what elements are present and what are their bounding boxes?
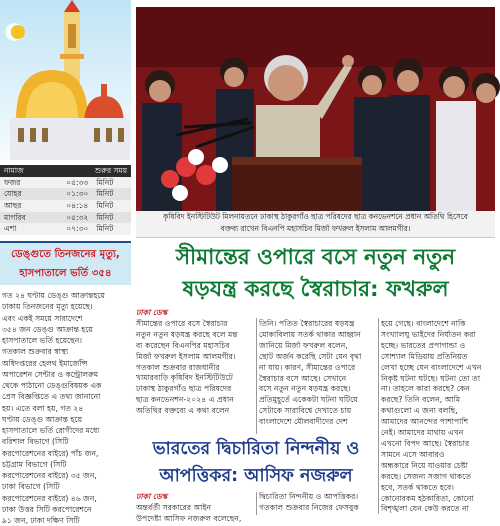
press-conference-photo: [136, 7, 495, 211]
text-line: করপোরেশনের বাইরে) ৩৫ জন,: [2, 471, 97, 480]
left-column: [0, 0, 131, 525]
table-row: [0, 223, 131, 235]
text-line: এখনো বিপদ আছে। স্বৈরাচার: [381, 438, 470, 448]
column-divider: [378, 318, 379, 514]
text-line: কথাগুলো এ জন্য বলছি,: [381, 406, 458, 416]
text-line: করপোরেশনের বাইরে) পাঁচ জন,: [2, 448, 99, 458]
text-line: নিকৃষ্ট ঘটনা ঘটছে। ঘটনা তো তা: [381, 373, 481, 383]
text-line: নতুন নতুন ষড়যন্ত্র করছে বলে মন্ত: [136, 329, 238, 339]
prayer-time: ০৪:১৪: [46, 200, 92, 212]
text-line: দ্বিচারিতা নিন্দনীয় ও আপত্তিকর।: [259, 492, 359, 501]
headline-line: হাসপাতালে ভর্তি ৩৫৪: [19, 268, 112, 279]
text-line: স্বৈরাচার বসে আছে। সেখানে: [259, 373, 347, 383]
text-line: মোকাবিলায় সতর্ক থাকার আহ্বান: [259, 329, 361, 339]
column-divider: [256, 492, 257, 515]
text-line: অপারেশন সেন্টার ও কন্ট্রোলরুম: [2, 369, 99, 379]
text-line: বিশৃঙ্খলা যেন কেউ করতে না: [381, 504, 469, 514]
text-line: ঢাকাস্থ ঠাকুরগাঁও ছাত্র পরিষদের: [136, 384, 232, 394]
text-line: প্রতিমুহূর্তে একেকটা ঘটনা ঘটিয়ে: [259, 395, 358, 405]
dateline: ঢাকা ডেস্ক: [136, 492, 168, 501]
text-line: হয়ে গেছে। বাংলাদেশে নাকি: [381, 319, 466, 328]
text-line: গত ২৪ ঘণ্টায় ডেঙ্গু আক্রান্তহয়ে: [2, 291, 105, 300]
lead-column-2: [259, 319, 376, 434]
text-line: কোনোরকম হঠকারিতা, কোনো: [381, 493, 474, 503]
prayer-unit: মিনিট: [92, 177, 131, 189]
headline-line: ডেঙ্গুতে তিনজনের মৃত্যু,: [11, 249, 120, 260]
prayer-unit: মিনিট: [92, 212, 131, 224]
text-line: হাসপাতালে ভর্তি হয়েছেন।: [2, 336, 82, 345]
prayer-time: ০৭:৩০: [46, 223, 92, 235]
prayer-name: ফজর: [0, 177, 46, 189]
text-line: নেই। আমাদের মাথায় এখন: [381, 428, 464, 438]
text-line: করছে? তিনি বলেন, আমি: [381, 395, 461, 405]
headline-line: ষড়যন্ত্র করছে স্বৈরাচার: ফখরুল: [182, 277, 449, 302]
text-line: ঘণ্টায় ডেঙ্গু আক্রান্ত হয়ে: [2, 414, 83, 424]
text-line: অন্তর্বর্তী সরকারের আইন: [136, 502, 212, 512]
table-row: [0, 177, 131, 189]
text-line: না যায়। কারণ, সীমান্তের ওপারে: [259, 362, 356, 372]
prayer-time: ০৫:৩২: [46, 212, 92, 224]
column-divider: [256, 318, 257, 434]
caption-line: কৃষিবিদ ইনস্টিটিউট মিলনায়তনে ঢাকাস্থ ঠাকুরগাঁও ছাত্র পরিষদের ছাত্র কনভেনশনে প্রধান অতিথি হিসেবে: [163, 212, 468, 221]
text-line: ৩৫৪ জন ডেঙ্গু আক্রান্ত হয়ে: [2, 324, 93, 334]
headline-line: আপত্তিকর: আসিফ নজরুল: [159, 466, 353, 486]
table-header: [0, 165, 131, 177]
text-line: লেখা হচ্ছে যেন বাংলাদেশে এখন: [381, 362, 482, 372]
text-line: হাসপাতালে ভর্তি রোগীদের মধ্যে: [2, 426, 100, 435]
text-line: ছাত্র কনভেনশন-২০২৪ এ প্রধান: [136, 395, 234, 405]
text-line: অতিথির বক্তব্যে এ কথা বলেন: [136, 406, 230, 416]
text-line: বাংলাদেশে মৌলবাদীদের দেশ: [259, 417, 348, 427]
text-line: এবং একই সময়ে সারাদেশে: [2, 313, 83, 323]
text-line: ঢাকা বিভাগে (সিটি: [2, 482, 60, 492]
lead-headline[interactable]: [136, 242, 495, 306]
text-line: সামনে এসে আবারও: [381, 449, 445, 459]
text-line: সীমান্তের ওপারে বসে স্বৈরাচার: [136, 318, 228, 328]
text-line: গতকাল শুক্রবার নিজের ফেসবুক: [259, 502, 359, 512]
mosque-icon: [0, 0, 131, 160]
second-headline[interactable]: [136, 436, 376, 490]
text-line: ঢাকা উত্তর সিটি করপোরেশনে: [2, 504, 92, 514]
text-line: গতকাল শুক্রবার রাজধানীর: [136, 362, 220, 372]
table-row: [0, 188, 131, 200]
text-line: সোশ্যাল মিডিয়ায় প্রতিনিয়ত: [381, 351, 468, 361]
text-line: মির্জা ফখরুল ইসলাম আলমগীর।: [136, 351, 236, 361]
table-row: [0, 212, 131, 224]
text-line: হবে, সতর্ক থাকতে হবে।: [381, 482, 455, 492]
text-line: করছে। সেজন্য সজাগ থাকতে: [381, 471, 471, 481]
caption-line: বক্তব্য রাখেন বিএনপি মহাসচিব মির্জা ফখরুল ইসলাম আলমগীর।: [220, 224, 411, 233]
dateline: ঢাকা ডেস্ক: [136, 308, 168, 317]
text-line: বসে নতুন নতুন ষড়যন্ত্র করছে।: [259, 384, 351, 394]
text-line: হয়। এতে বলা হয়, গত ২৪: [2, 403, 84, 413]
second-column-2: [259, 492, 376, 515]
text-line: অন্ধকারে নিয়ে যাওয়ার চেষ্টা: [381, 460, 468, 470]
prayer-times-table: [0, 165, 131, 235]
lead-column-3: [381, 319, 495, 515]
prayer-unit: মিনিট: [92, 223, 131, 235]
text-line: সেটাকে সারাবিশ্বে দেখাতে চায়: [259, 406, 352, 416]
text-line: তিনি। পতিত স্বৈরাচারের ষড়যন্ত্র: [259, 319, 355, 328]
second-column-1: [136, 492, 254, 523]
text-line: উপদেষ্টা আসিফ নজরুল বলেছেন,: [136, 513, 242, 523]
prayer-name: যোহর: [0, 188, 46, 200]
prayer-time: ০৫:৩৩: [46, 177, 92, 189]
text-line: গতকাল শুক্রবার স্বাস্থ্য: [2, 347, 69, 357]
side-story-headline[interactable]: [0, 241, 131, 285]
text-line: সংখ্যালঘু ভাইদের নির্যাতন করা: [381, 329, 476, 339]
text-line: চট্টগ্রাম বিভাগে (সিটি: [2, 459, 67, 469]
text-line: ছোট অর্জন করেছি সেটা যেন বৃথা: [259, 351, 362, 361]
text-line: করপোরেশনের বাইরে) ৪৬ জন,: [2, 493, 97, 503]
text-line: ঢাকায় তিনজনের মৃত্যু হয়েছে।: [2, 302, 93, 312]
text-line: ব্য করেছেন বিএনপির মহাসচিব: [136, 340, 230, 350]
prayer-name: এশা: [0, 223, 46, 235]
text-line: না। তাহলে কারা করছে? কেন: [381, 384, 470, 394]
text-line: থেকে পাঠানো ডেঙ্গুবিষয়ক এক: [2, 381, 102, 390]
text-line: জানিয়ে মির্জা ফখরুল বলেন,: [259, 340, 348, 350]
mosque-illustration: [0, 0, 131, 160]
text-line: আমাদের আনন্দের পাশাপাশি: [381, 417, 469, 427]
prayer-time: ০১:৩০: [46, 188, 92, 200]
prayer-unit: মিনিট: [92, 200, 131, 212]
text-line: প্রেস বিজ্ঞপ্তিতে এ তথ্য জানানো: [2, 392, 101, 402]
text-line: বরিশাল বিভাগে (সিটি: [2, 437, 69, 447]
prayer-unit: মিনিট: [92, 188, 131, 200]
col-start-header: শুরুর সময়: [46, 165, 131, 177]
table-row: [0, 200, 131, 212]
news-photo: [136, 7, 495, 211]
side-story-body: [2, 290, 130, 525]
headline-line: ভারতের দ্বিচারিতা নিন্দনীয় ও: [152, 439, 360, 459]
col-name-header: নামাজ: [0, 165, 46, 177]
prayer-name: আছর: [0, 200, 46, 212]
text-line: অধিদপ্তরের হেলথ ইমার্জেন্সি: [2, 358, 88, 368]
text-line: ৯১ জন, ঢাকা দক্ষিণ সিটি: [2, 516, 80, 525]
prayer-name: মাগরিব: [0, 212, 46, 224]
photo-caption: [136, 211, 495, 238]
lead-column-1: [136, 308, 254, 436]
text-line: হচ্ছে। ভারতের প্রপাগান্ডা ও: [381, 340, 466, 350]
text-line: খামারবাড়ি কৃষিবিদ ইনস্টিটিউটে: [136, 373, 233, 383]
headline-line: সীমান্তের ওপারে বসে নতুন নতুন: [175, 245, 456, 270]
